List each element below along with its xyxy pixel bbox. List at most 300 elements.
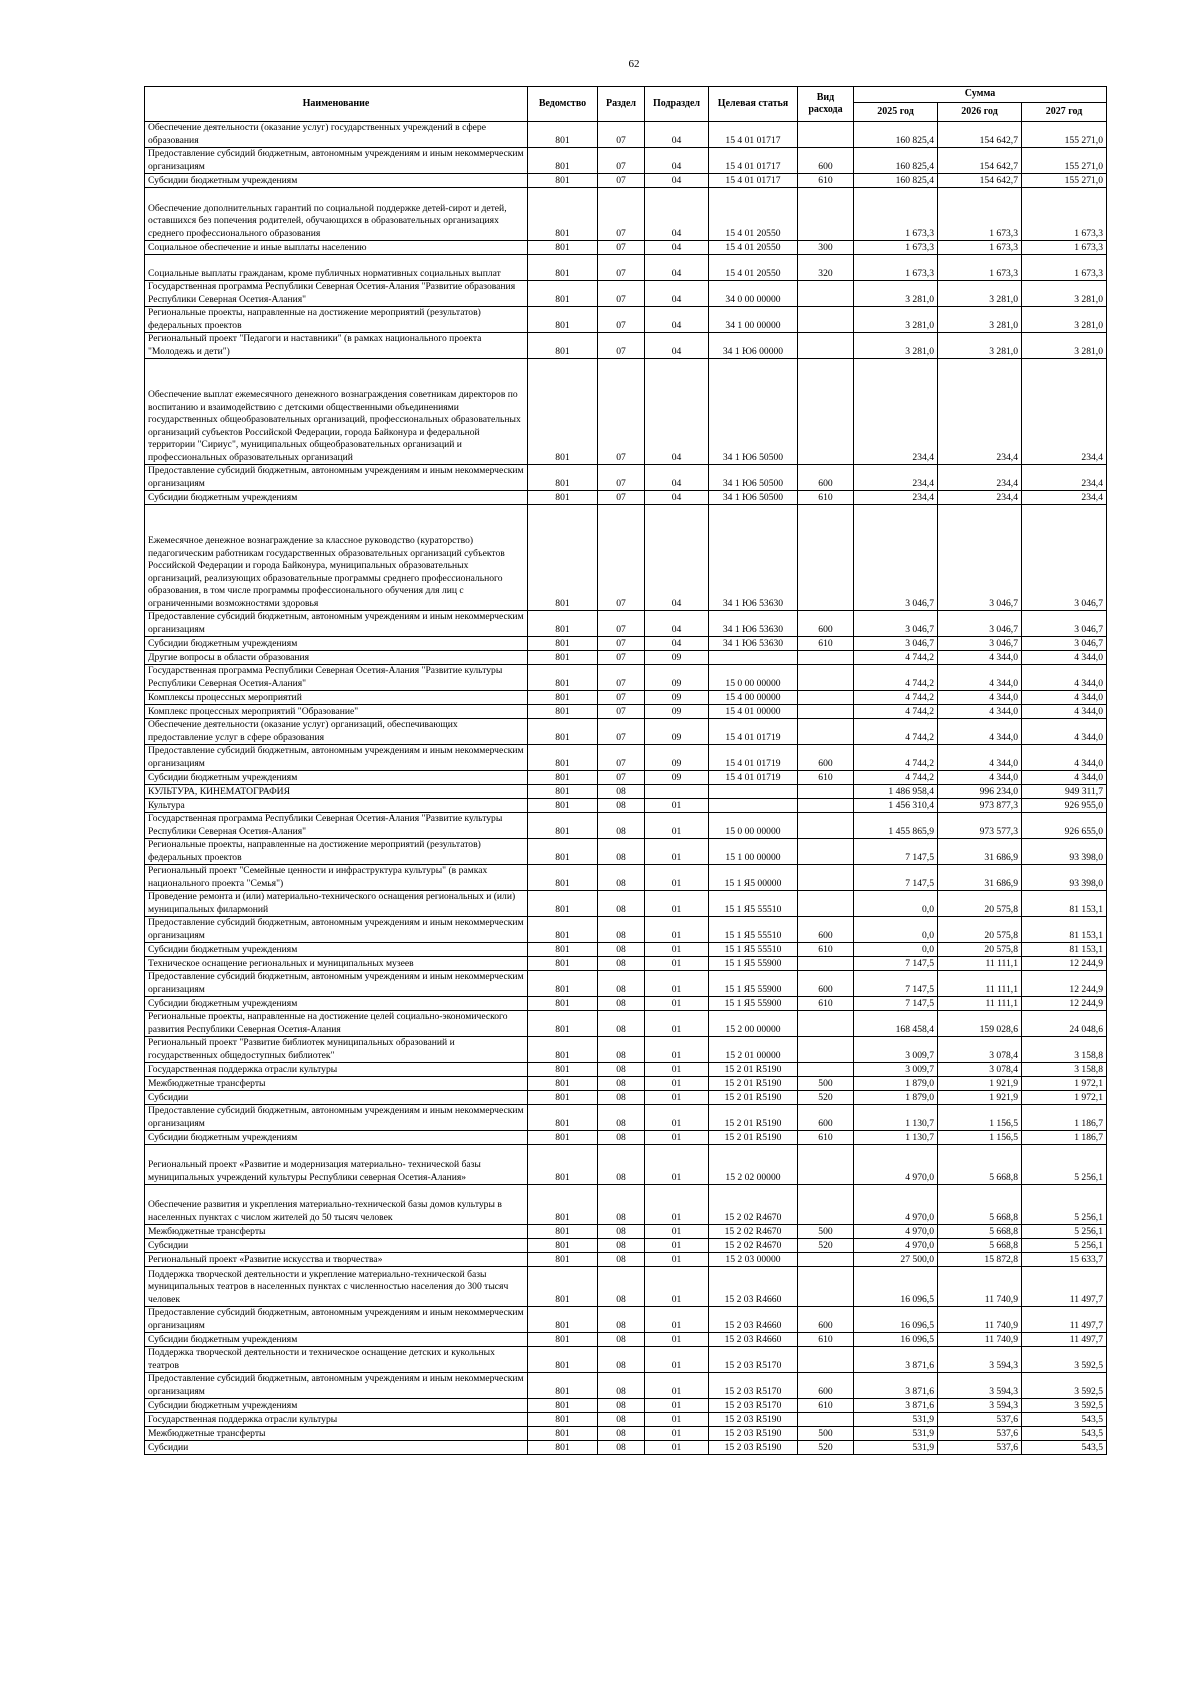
cell-cel-statya: 15 2 03 R4660	[709, 1267, 798, 1307]
cell-razdel: 08	[598, 1399, 645, 1413]
header-vedomstvo: Ведомство	[528, 87, 598, 122]
cell-2026: 20 575,8	[938, 917, 1022, 943]
cell-2025: 160 825,4	[854, 122, 938, 148]
cell-razdel: 08	[598, 1333, 645, 1347]
cell-cel-statya: 15 0 00 00000	[709, 665, 798, 691]
cell-2027: 3 281,0	[1022, 307, 1107, 333]
cell-2027: 3 046,7	[1022, 637, 1107, 651]
cell-2025: 7 147,5	[854, 997, 938, 1011]
cell-vedomstvo: 801	[528, 943, 598, 957]
cell-razdel: 07	[598, 359, 645, 465]
cell-cel-statya: 34 0 00 00000	[709, 281, 798, 307]
cell-2026: 234,4	[938, 359, 1022, 465]
cell-name: Обеспечение деятельности (оказание услуг) организаций, обеспечивающих предоставление услуг в сфере образования	[145, 719, 528, 745]
table-row	[145, 943, 1107, 957]
cell-vedomstvo: 801	[528, 745, 598, 771]
cell-podrazdel: 01	[645, 1441, 709, 1455]
cell-vid-rashoda: 600	[798, 465, 854, 491]
cell-vid-rashoda	[798, 957, 854, 971]
cell-2026: 4 344,0	[938, 705, 1022, 719]
cell-cel-statya: 15 4 01 01717	[709, 122, 798, 148]
cell-razdel: 07	[598, 255, 645, 281]
cell-vid-rashoda	[798, 359, 854, 465]
cell-2026: 3 046,7	[938, 505, 1022, 611]
cell-vedomstvo: 801	[528, 1037, 598, 1063]
cell-name: Субсидии бюджетным учреждениям	[145, 491, 528, 505]
cell-vid-rashoda	[798, 865, 854, 891]
cell-cel-statya: 34 1 Ю6 50500	[709, 465, 798, 491]
table-row	[145, 1131, 1107, 1145]
cell-razdel: 08	[598, 839, 645, 865]
cell-vedomstvo: 801	[528, 1077, 598, 1091]
cell-2025: 1 879,0	[854, 1077, 938, 1091]
cell-2026: 1 921,9	[938, 1091, 1022, 1105]
cell-vid-rashoda: 600	[798, 971, 854, 997]
cell-2025: 3 871,6	[854, 1347, 938, 1373]
cell-2027: 11 497,7	[1022, 1307, 1107, 1333]
cell-razdel: 08	[598, 1239, 645, 1253]
table-row	[145, 1413, 1107, 1427]
cell-razdel: 08	[598, 1267, 645, 1307]
cell-podrazdel: 01	[645, 1373, 709, 1399]
cell-vedomstvo: 801	[528, 611, 598, 637]
cell-vid-rashoda	[798, 839, 854, 865]
cell-name: Обеспечение выплат ежемесячного денежного вознаграждения советникам директоров по воспитанию и взаимодействию с детскими общественными объединениями государственных общеобразовательных организаций, профессиональных образовательных организаций субъектов Российской Федерации, города Байконура и федеральной территории "Сириус", муниципальных общеобразовательных организаций и профессиональных образовательных организаций	[145, 359, 528, 465]
table-row	[145, 1239, 1107, 1253]
cell-name: Предоставление субсидий бюджетным, автономным учреждениям и иным некоммерческим организациям	[145, 917, 528, 943]
cell-cel-statya: 15 2 03 R4660	[709, 1333, 798, 1347]
cell-vedomstvo: 801	[528, 1441, 598, 1455]
cell-2026: 159 028,6	[938, 1011, 1022, 1037]
cell-vid-rashoda	[798, 333, 854, 359]
cell-podrazdel: 09	[645, 691, 709, 705]
cell-vid-rashoda	[798, 1011, 854, 1037]
cell-2027: 155 271,0	[1022, 122, 1107, 148]
cell-2027: 5 256,1	[1022, 1225, 1107, 1239]
table-row	[145, 333, 1107, 359]
table-row	[145, 1427, 1107, 1441]
cell-2027: 3 046,7	[1022, 611, 1107, 637]
cell-cel-statya	[709, 799, 798, 813]
table-row	[145, 1105, 1107, 1131]
header-razdel: Раздел	[598, 87, 645, 122]
cell-2027: 5 256,1	[1022, 1145, 1107, 1185]
table-row	[145, 813, 1107, 839]
table-row	[145, 505, 1107, 611]
cell-vid-rashoda: 520	[798, 1091, 854, 1105]
cell-name: Комплексы процессных мероприятий	[145, 691, 528, 705]
cell-name: Субсидии бюджетным учреждениям	[145, 771, 528, 785]
cell-podrazdel: 09	[645, 771, 709, 785]
cell-razdel: 08	[598, 1427, 645, 1441]
cell-2026: 3 046,7	[938, 637, 1022, 651]
cell-razdel: 07	[598, 505, 645, 611]
cell-cel-statya: 15 4 01 00000	[709, 705, 798, 719]
cell-razdel: 07	[598, 491, 645, 505]
cell-2027: 155 271,0	[1022, 148, 1107, 174]
cell-2027: 4 344,0	[1022, 719, 1107, 745]
cell-name: Субсидии бюджетным учреждениям	[145, 1399, 528, 1413]
table-row	[145, 359, 1107, 465]
cell-2025: 234,4	[854, 359, 938, 465]
cell-name: Обеспечение деятельности (оказание услуг) государственных учреждений в сфере образования	[145, 122, 528, 148]
table-row	[145, 865, 1107, 891]
header-summa: Сумма	[854, 87, 1107, 103]
cell-2025: 160 825,4	[854, 174, 938, 188]
cell-vedomstvo: 801	[528, 359, 598, 465]
cell-vid-rashoda: 600	[798, 1373, 854, 1399]
cell-name: Предоставление субсидий бюджетным, автономным учреждениям и иным некоммерческим организациям	[145, 148, 528, 174]
table-row	[145, 1037, 1107, 1063]
cell-2026: 3 594,3	[938, 1347, 1022, 1373]
cell-2027: 1 972,1	[1022, 1091, 1107, 1105]
cell-cel-statya: 34 1 Ю6 53630	[709, 611, 798, 637]
table-row	[145, 1077, 1107, 1091]
cell-razdel: 08	[598, 1413, 645, 1427]
cell-razdel: 07	[598, 122, 645, 148]
header-2026: 2026 год	[938, 103, 1022, 122]
cell-2025: 7 147,5	[854, 865, 938, 891]
cell-cel-statya: 34 1 Ю6 50500	[709, 491, 798, 505]
cell-2027: 15 633,7	[1022, 1253, 1107, 1267]
cell-2025: 3 009,7	[854, 1037, 938, 1063]
cell-razdel: 08	[598, 1091, 645, 1105]
table-row	[145, 891, 1107, 917]
cell-razdel: 07	[598, 637, 645, 651]
cell-2026: 20 575,8	[938, 943, 1022, 957]
cell-vid-rashoda	[798, 281, 854, 307]
cell-2026: 973 577,3	[938, 813, 1022, 839]
cell-razdel: 08	[598, 1225, 645, 1239]
table-row	[145, 1185, 1107, 1225]
cell-name: Государственная программа Республики Северная Осетия-Алания "Развитие культуры Республики Северная Осетия-Алания"	[145, 665, 528, 691]
cell-name: Субсидии	[145, 1091, 528, 1105]
cell-name: Межбюджетные трансферты	[145, 1427, 528, 1441]
cell-2026: 5 668,8	[938, 1145, 1022, 1185]
cell-razdel: 08	[598, 1063, 645, 1077]
cell-razdel: 07	[598, 241, 645, 255]
cell-cel-statya: 15 2 03 R5190	[709, 1427, 798, 1441]
cell-podrazdel: 09	[645, 745, 709, 771]
header-podrazdel: Подраздел	[645, 87, 709, 122]
cell-2025: 168 458,4	[854, 1011, 938, 1037]
cell-podrazdel: 01	[645, 865, 709, 891]
cell-name: Государственная программа Республики Северная Осетия-Алания "Развитие культуры Республики Северная Осетия-Алания"	[145, 813, 528, 839]
cell-razdel: 07	[598, 465, 645, 491]
cell-podrazdel: 04	[645, 465, 709, 491]
table-row	[145, 1225, 1107, 1239]
table-row	[145, 1399, 1107, 1413]
cell-2026: 1 156,5	[938, 1105, 1022, 1131]
cell-cel-statya: 15 2 03 R5170	[709, 1399, 798, 1413]
cell-cel-statya: 15 2 03 R5170	[709, 1373, 798, 1399]
cell-podrazdel: 01	[645, 1185, 709, 1225]
cell-name: Региональный проект «Развитие и модернизация материально- технической базы муниципальных учреждений культуры Республики северная Осетия-Алания»	[145, 1145, 528, 1185]
cell-vedomstvo: 801	[528, 771, 598, 785]
cell-podrazdel: 01	[645, 1131, 709, 1145]
cell-razdel: 08	[598, 891, 645, 917]
cell-name: Субсидии бюджетным учреждениям	[145, 997, 528, 1011]
cell-vedomstvo: 801	[528, 1091, 598, 1105]
cell-name: Комплекс процессных мероприятий "Образование"	[145, 705, 528, 719]
cell-podrazdel: 01	[645, 1037, 709, 1063]
cell-2027: 1 673,3	[1022, 241, 1107, 255]
cell-2026: 4 344,0	[938, 745, 1022, 771]
cell-podrazdel: 01	[645, 1091, 709, 1105]
cell-name: Предоставление субсидий бюджетным, автономным учреждениям и иным некоммерческим организациям	[145, 1105, 528, 1131]
cell-2026: 11 740,9	[938, 1267, 1022, 1307]
cell-podrazdel: 01	[645, 799, 709, 813]
cell-2025: 0,0	[854, 917, 938, 943]
cell-2027: 155 271,0	[1022, 174, 1107, 188]
cell-razdel: 07	[598, 691, 645, 705]
cell-razdel: 08	[598, 1347, 645, 1373]
cell-vedomstvo: 801	[528, 971, 598, 997]
cell-2027: 4 344,0	[1022, 745, 1107, 771]
cell-vedomstvo: 801	[528, 1225, 598, 1239]
cell-vid-rashoda: 520	[798, 1239, 854, 1253]
cell-razdel: 07	[598, 148, 645, 174]
cell-2026: 4 344,0	[938, 651, 1022, 665]
cell-vid-rashoda: 500	[798, 1225, 854, 1239]
cell-2026: 11 111,1	[938, 971, 1022, 997]
header-row	[145, 87, 1107, 103]
cell-vid-rashoda	[798, 719, 854, 745]
cell-2026: 3 078,4	[938, 1037, 1022, 1063]
cell-cel-statya: 15 2 02 R4670	[709, 1239, 798, 1253]
cell-podrazdel: 04	[645, 359, 709, 465]
cell-vid-rashoda	[798, 1413, 854, 1427]
cell-cel-statya: 15 2 03 R5170	[709, 1347, 798, 1373]
cell-cel-statya: 15 2 02 R4670	[709, 1225, 798, 1239]
cell-2027: 3 592,5	[1022, 1399, 1107, 1413]
cell-vedomstvo: 801	[528, 1267, 598, 1307]
cell-vedomstvo: 801	[528, 505, 598, 611]
table-row	[145, 188, 1107, 241]
cell-2026: 5 668,8	[938, 1239, 1022, 1253]
cell-2026: 11 111,1	[938, 957, 1022, 971]
cell-cel-statya: 15 2 01 R5190	[709, 1063, 798, 1077]
cell-2025: 16 096,5	[854, 1307, 938, 1333]
cell-2025: 4 970,0	[854, 1239, 938, 1253]
cell-name: Субсидии	[145, 1441, 528, 1455]
cell-2026: 537,6	[938, 1427, 1022, 1441]
cell-2027: 4 344,0	[1022, 691, 1107, 705]
cell-2026: 11 740,9	[938, 1307, 1022, 1333]
cell-2025: 3 281,0	[854, 307, 938, 333]
header-2025: 2025 год	[854, 103, 938, 122]
cell-2027: 926 655,0	[1022, 813, 1107, 839]
cell-2027: 4 344,0	[1022, 651, 1107, 665]
cell-2027: 234,4	[1022, 465, 1107, 491]
cell-podrazdel: 01	[645, 1253, 709, 1267]
cell-2026: 5 668,8	[938, 1225, 1022, 1239]
cell-vedomstvo: 801	[528, 465, 598, 491]
table-row	[145, 1145, 1107, 1185]
cell-name: Поддержка творческой деятельности и укрепление материально-технической базы муниципальных театров в населенных пунктах с численностью населения до 300 тысяч человек	[145, 1267, 528, 1307]
cell-2027: 12 244,9	[1022, 997, 1107, 1011]
cell-cel-statya: 34 1 00 00000	[709, 307, 798, 333]
cell-vid-rashoda	[798, 307, 854, 333]
cell-2025: 0,0	[854, 891, 938, 917]
cell-name: Государственная программа Республики Северная Осетия-Алания "Развитие образования Республики Северная Осетия-Алания"	[145, 281, 528, 307]
cell-2026: 3 078,4	[938, 1063, 1022, 1077]
cell-2027: 11 497,7	[1022, 1333, 1107, 1347]
cell-2026: 234,4	[938, 465, 1022, 491]
cell-vid-rashoda: 600	[798, 611, 854, 637]
cell-2026: 3 594,3	[938, 1373, 1022, 1399]
cell-podrazdel: 01	[645, 1399, 709, 1413]
cell-cel-statya: 15 4 01 01719	[709, 771, 798, 785]
cell-2026: 537,6	[938, 1441, 1022, 1455]
cell-cel-statya: 15 2 01 R5190	[709, 1091, 798, 1105]
cell-razdel: 08	[598, 1077, 645, 1091]
cell-cel-statya: 15 2 01 R5190	[709, 1077, 798, 1091]
cell-vedomstvo: 801	[528, 799, 598, 813]
cell-2025: 3 046,7	[854, 637, 938, 651]
cell-2026: 996 234,0	[938, 785, 1022, 799]
cell-razdel: 07	[598, 745, 645, 771]
table-row	[145, 1441, 1107, 1455]
cell-podrazdel: 01	[645, 1145, 709, 1185]
table-row	[145, 799, 1107, 813]
cell-vedomstvo: 801	[528, 1131, 598, 1145]
cell-2025: 160 825,4	[854, 148, 938, 174]
cell-2027: 3 158,8	[1022, 1037, 1107, 1063]
cell-vedomstvo: 801	[528, 1413, 598, 1427]
cell-2027: 1 972,1	[1022, 1077, 1107, 1091]
cell-cel-statya: 15 2 03 00000	[709, 1253, 798, 1267]
header-name: Наименование	[145, 87, 528, 122]
cell-vid-rashoda: 610	[798, 1131, 854, 1145]
cell-2025: 1 486 958,4	[854, 785, 938, 799]
cell-podrazdel: 01	[645, 1413, 709, 1427]
cell-2025: 234,4	[854, 491, 938, 505]
cell-vid-rashoda	[798, 1063, 854, 1077]
cell-podrazdel: 01	[645, 813, 709, 839]
cell-name: Предоставление субсидий бюджетным, автономным учреждениям и иным некоммерческим организациям	[145, 1307, 528, 1333]
cell-vedomstvo: 801	[528, 1373, 598, 1399]
cell-razdel: 08	[598, 1145, 645, 1185]
cell-cel-statya: 15 1 Я5 55510	[709, 943, 798, 957]
cell-razdel: 07	[598, 611, 645, 637]
cell-podrazdel: 04	[645, 281, 709, 307]
cell-vid-rashoda	[798, 1253, 854, 1267]
cell-razdel: 08	[598, 1373, 645, 1399]
cell-2027: 3 592,5	[1022, 1347, 1107, 1373]
cell-vedomstvo: 801	[528, 333, 598, 359]
cell-vid-rashoda: 600	[798, 1307, 854, 1333]
cell-podrazdel: 09	[645, 719, 709, 745]
cell-razdel: 08	[598, 1307, 645, 1333]
cell-vid-rashoda: 610	[798, 1333, 854, 1347]
cell-2026: 1 156,5	[938, 1131, 1022, 1145]
cell-2025: 531,9	[854, 1427, 938, 1441]
cell-vid-rashoda: 600	[798, 148, 854, 174]
table-row	[145, 255, 1107, 281]
cell-vedomstvo: 801	[528, 1333, 598, 1347]
cell-2027: 949 311,7	[1022, 785, 1107, 799]
cell-2025: 16 096,5	[854, 1333, 938, 1347]
table-row	[145, 917, 1107, 943]
cell-2025: 4 744,2	[854, 665, 938, 691]
cell-2025: 3 871,6	[854, 1373, 938, 1399]
cell-2026: 3 594,3	[938, 1399, 1022, 1413]
cell-razdel: 08	[598, 997, 645, 1011]
cell-razdel: 07	[598, 705, 645, 719]
cell-2025: 3 281,0	[854, 333, 938, 359]
cell-2027: 11 497,7	[1022, 1267, 1107, 1307]
cell-2027: 234,4	[1022, 359, 1107, 465]
cell-2027: 3 281,0	[1022, 281, 1107, 307]
cell-2025: 4 744,2	[854, 771, 938, 785]
cell-name: Региональный проект "Развитие библиотек муниципальных образований и государственных общедоступных библиотек"	[145, 1037, 528, 1063]
cell-2026: 1 673,3	[938, 188, 1022, 241]
cell-podrazdel: 09	[645, 705, 709, 719]
cell-vedomstvo: 801	[528, 188, 598, 241]
table-row	[145, 745, 1107, 771]
cell-name: Межбюджетные трансферты	[145, 1077, 528, 1091]
cell-podrazdel: 01	[645, 1347, 709, 1373]
cell-vedomstvo: 801	[528, 705, 598, 719]
cell-cel-statya: 15 2 03 R5190	[709, 1413, 798, 1427]
cell-cel-statya: 15 1 Я5 00000	[709, 865, 798, 891]
cell-2026: 537,6	[938, 1413, 1022, 1427]
cell-2027: 81 153,1	[1022, 943, 1107, 957]
cell-podrazdel: 01	[645, 957, 709, 971]
cell-vid-rashoda: 600	[798, 917, 854, 943]
cell-2027: 4 344,0	[1022, 771, 1107, 785]
cell-razdel: 07	[598, 281, 645, 307]
cell-2026: 4 344,0	[938, 665, 1022, 691]
cell-vid-rashoda: 500	[798, 1077, 854, 1091]
cell-2025: 1 673,3	[854, 241, 938, 255]
cell-vid-rashoda	[798, 651, 854, 665]
table-row	[145, 839, 1107, 865]
cell-vedomstvo: 801	[528, 1253, 598, 1267]
cell-2027: 4 344,0	[1022, 705, 1107, 719]
cell-cel-statya: 15 4 01 20550	[709, 255, 798, 281]
cell-cel-statya: 15 1 00 00000	[709, 839, 798, 865]
table-row	[145, 281, 1107, 307]
cell-cel-statya: 15 2 03 R4660	[709, 1307, 798, 1333]
cell-2027: 3 046,7	[1022, 505, 1107, 611]
cell-razdel: 08	[598, 865, 645, 891]
cell-2025: 1 673,3	[854, 255, 938, 281]
cell-podrazdel: 01	[645, 1239, 709, 1253]
cell-vedomstvo: 801	[528, 813, 598, 839]
table-row	[145, 997, 1107, 1011]
cell-name: Обеспечение развития и укрепления материально-технической базы домов культуры в населенных пунктах с числом жителей до 50 тысяч человек	[145, 1185, 528, 1225]
header-cel-statya: Целевая статья	[709, 87, 798, 122]
cell-2025: 7 147,5	[854, 971, 938, 997]
cell-razdel: 08	[598, 1037, 645, 1063]
cell-vid-rashoda	[798, 799, 854, 813]
cell-2025: 4 744,2	[854, 719, 938, 745]
cell-cel-statya	[709, 785, 798, 799]
cell-name: Региональные проекты, направленные на достижение мероприятий (результатов) федеральных проектов	[145, 307, 528, 333]
cell-podrazdel: 01	[645, 1333, 709, 1347]
table-row	[145, 705, 1107, 719]
table-row	[145, 491, 1107, 505]
cell-2026: 154 642,7	[938, 174, 1022, 188]
cell-razdel: 08	[598, 1131, 645, 1145]
cell-2027: 3 158,8	[1022, 1063, 1107, 1077]
cell-podrazdel: 01	[645, 1307, 709, 1333]
cell-2026: 11 111,1	[938, 997, 1022, 1011]
cell-vedomstvo: 801	[528, 1011, 598, 1037]
cell-razdel: 08	[598, 799, 645, 813]
